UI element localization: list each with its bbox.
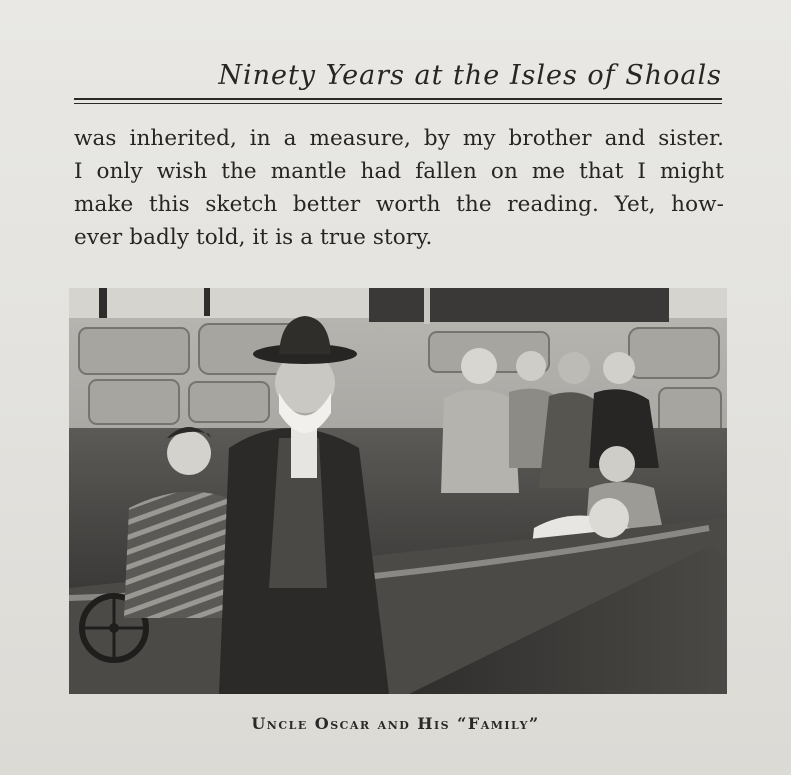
body-line: was inherited, in a measure, by my brother and sister. — [74, 126, 724, 151]
photo-caption: Uncle Oscar and His “Family” — [251, 714, 540, 733]
body-line: make this sketch better worth the reading. Yet, how- — [74, 192, 724, 217]
body-line: I only wish the mantle had fallen on me that I might — [74, 159, 724, 184]
photograph — [69, 288, 727, 694]
header-rule-thick — [74, 98, 722, 100]
body-line: ever badly told, it is a true story. — [74, 225, 433, 250]
body-paragraph — [74, 122, 724, 254]
running-head: Ninety Years at the Isles of Shoals — [218, 60, 722, 91]
header-rule-thin — [74, 103, 722, 104]
